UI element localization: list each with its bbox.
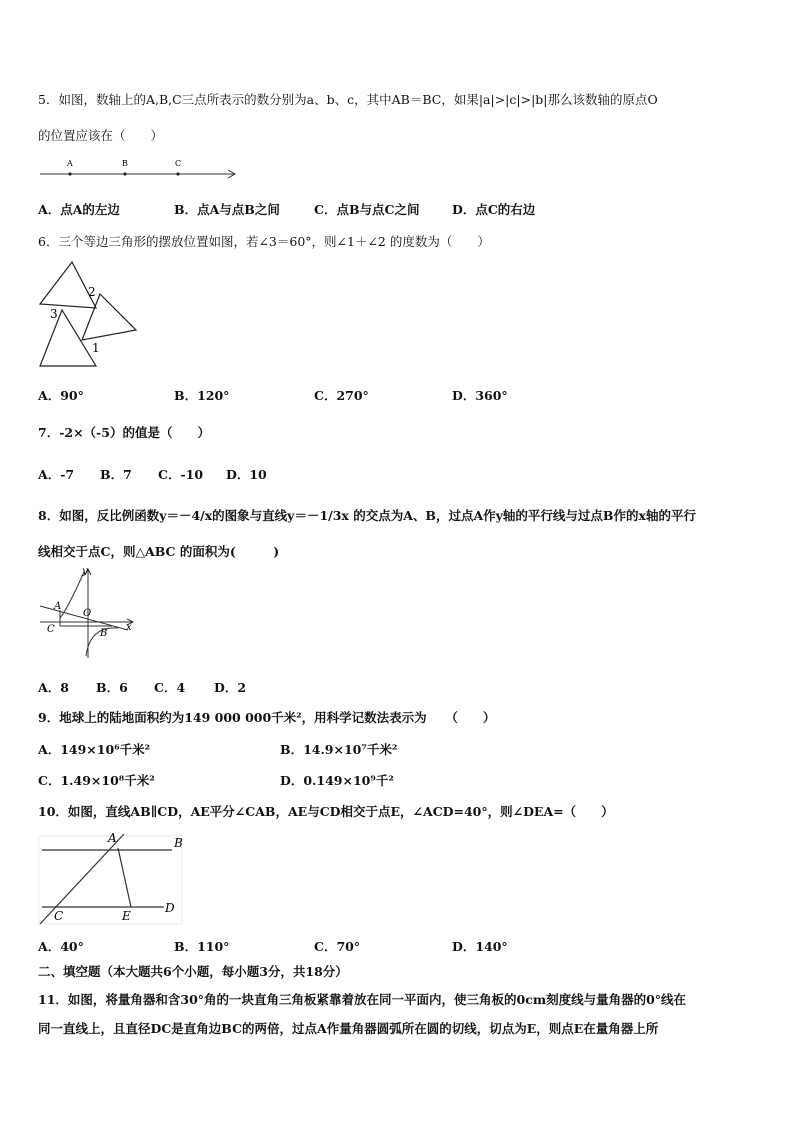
q7-text: 7．-2×（-5）的值是（ ） — [38, 425, 210, 440]
triangle-right — [82, 294, 136, 340]
q10-option-d[interactable]: D．140° — [452, 939, 508, 954]
angle-2-label: 2 — [88, 285, 96, 299]
q8-line2: 线相交于点C，则△ABC 的面积为( ) — [38, 544, 280, 559]
label-c: C — [175, 159, 182, 168]
q10-text: 10．如图，直线AB∥CD，AE平分∠CAB，AE与CD相交于点E，∠ACD=40°，则∠DEA=（ ） — [38, 804, 614, 819]
label-c: C — [47, 624, 55, 635]
line-ae — [118, 848, 131, 907]
q8-option-b[interactable]: B．6 — [96, 680, 128, 695]
q7-option-a[interactable]: A．-7 — [38, 467, 75, 482]
label-y: y — [82, 566, 88, 577]
q6-option-c[interactable]: C．270° — [314, 388, 369, 403]
q5-line1: 5．如图，数轴上的A,B,C三点所表示的数分别为a、b、c，其中AB＝BC，如果|a|>|c|>|b|那么该数轴的原点O — [38, 92, 658, 107]
q10-option-c[interactable]: C．70° — [314, 939, 361, 954]
label-c: C — [54, 909, 64, 923]
hyperbola-branch-left — [60, 572, 84, 618]
label-e: E — [122, 909, 131, 923]
point-c — [176, 172, 179, 175]
q5-option-b[interactable]: B．点A与点B之间 — [174, 202, 280, 217]
triangle-bottom — [40, 310, 96, 366]
label-a: A — [54, 601, 62, 612]
q11-line1: 11．如图，将量角器和含30°角的一块直角三角板紧靠着放在同一平面内，使三角板的0cm刻度线与量角器的0°线在 — [38, 992, 687, 1007]
q5-option-c[interactable]: C．点B与点C之间 — [314, 202, 420, 217]
triangles-figure — [38, 258, 148, 370]
label-d: D — [165, 901, 175, 915]
line-ac — [40, 834, 124, 924]
q6-option-b[interactable]: B．120° — [174, 388, 230, 403]
inverse-function-figure — [38, 566, 138, 662]
q8-option-d[interactable]: D．2 — [214, 680, 247, 695]
q11-line2: 同一直线上，且直径DC是直角边BC的两倍，过点A作量角器圆弧所在圆的切线，切点为E，则点E在量角器上所 — [38, 1021, 659, 1036]
q9-option-c[interactable]: C．1.49×10⁸千米² — [38, 773, 155, 788]
q6-option-a[interactable]: A．90° — [38, 388, 84, 403]
angle-3-label: 3 — [50, 307, 58, 321]
parallel-lines-figure — [38, 830, 184, 926]
section-heading: 二、填空题（本大题共6个小题，每小题3分，共18分） — [38, 964, 348, 979]
q10-option-b[interactable]: B．110° — [174, 939, 230, 954]
label-b: B — [100, 628, 108, 639]
label-a: A — [108, 831, 117, 845]
label-b: B — [122, 159, 128, 168]
label-b: B — [174, 836, 183, 850]
q5-line2: 的位置应该在（ ） — [38, 128, 164, 143]
q7-option-b[interactable]: B．7 — [100, 467, 132, 482]
q7-option-c[interactable]: C．-10 — [158, 467, 204, 482]
point-a — [68, 172, 71, 175]
q7-option-d[interactable]: D．10 — [226, 467, 267, 482]
q9-text: 9．地球上的陆地面积约为149 000 000千米²，用科学记数法表示为 （ ） — [38, 710, 496, 725]
q9-option-b[interactable]: B．14.9×10⁷千米² — [280, 742, 398, 757]
q6-option-d[interactable]: D．360° — [452, 388, 508, 403]
q8-option-a[interactable]: A．8 — [38, 680, 69, 695]
label-a: A — [67, 159, 73, 168]
q9-option-a[interactable]: A．149×10⁶千米² — [38, 742, 151, 757]
q8-option-c[interactable]: C．4 — [154, 680, 186, 695]
q10-option-a[interactable]: A．40° — [38, 939, 84, 954]
q8-line1: 8．如图，反比例函数y＝－4/x的图象与直线y＝－1/3x 的交点为A、B，过点A作y轴的平行线与过点B作的x轴的平行 — [38, 508, 696, 523]
q5-option-a[interactable]: A．点A的左边 — [38, 202, 120, 217]
label-x: x — [126, 622, 132, 633]
q9-option-d[interactable]: D．0.149×10⁹千² — [280, 773, 394, 788]
label-o: O — [83, 608, 92, 619]
point-b — [123, 172, 126, 175]
q5-option-d[interactable]: D．点C的右边 — [452, 202, 536, 217]
number-line-figure — [38, 158, 238, 182]
angle-1-label: 1 — [92, 341, 100, 355]
q6-text: 6．三个等边三角形的摆放位置如图，若∠3＝60°，则∠1＋∠2 的度数为（ ） — [38, 234, 490, 249]
